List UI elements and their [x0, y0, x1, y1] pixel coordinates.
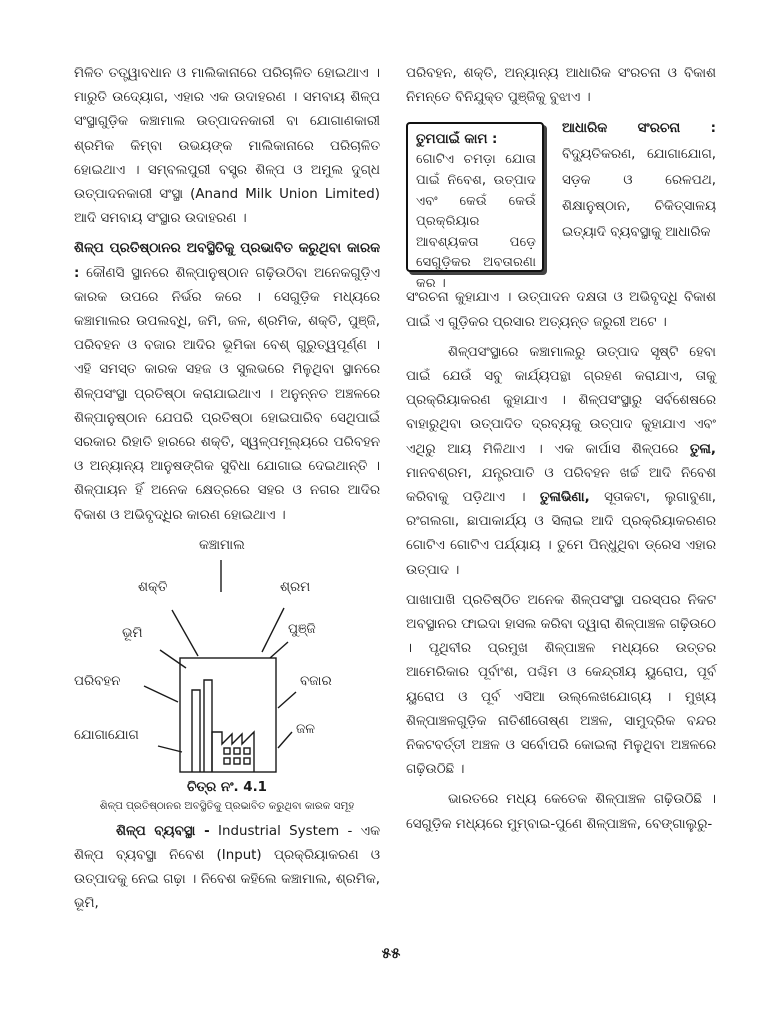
callout-row: [406, 116, 716, 291]
infrastructure-text: ବିଦ୍ୟୁତିକରଣ, ଯୋଗାଯୋଗ, ସଡ଼କ ଓ ରେଳପଥ, ଶିକ୍ଷାନୁଷ୍ଠାନ, ଚିକିତ୍ସାଳୟ ଇତ୍ୟାଦି ବ୍ୟବସ୍ଥାକୁ ଆଧାରିକ: [562, 147, 716, 241]
heading-industrial-system: ଶିଳ୍ପ ବ୍ୟବସ୍ଥା -: [116, 823, 210, 839]
industrial-system-text: Industrial System - ଏକ ଶିଳ୍ପ ବ୍ୟବସ୍ଥା ନିବେଶ (Input) ପ୍ରକ୍ରିୟାକରଣ ଓ ଉତ୍ପାଦକୁ ନେଇ ଗଢ଼ା । ନିବେଶ କହିଲେ କଞ୍ଚାମାଲ, ଶ୍ରମିକ, ଭୂମି,: [74, 823, 380, 912]
paragraph-infrastructure-cont: ସଂରଚନା କୁହାଯାଏ । ଉତ୍ପାଦନ ଦକ୍ଷତା ଓ ଅଭିବୃଦ୍ଧି ବିକାଶ ପାଇଁ ଏ ଗୁଡ଼ିକର ପ୍ରସାର ଅତ୍ୟନ୍ତ ଜରୁରୀ ଅଟେ ।: [406, 290, 716, 330]
processing-text-c: ସୂତାକଟା, ଲୁଗାବୁଣା, ରଂଗଲଗା, ଛାପାକାର୍ଯ୍ୟ ଓ ସିଲାଇ ଆଦି ପ୍ରକ୍ରିୟାକରଣର ଗୋଟିଏ ଗୋଟିଏ ପର୍ଯ୍ୟାୟ । ତୁମେ ପିନ୍ଧୁଥିବା ଡ୍ରେସ ଏହାର ଉତ୍ପାଦ ।: [406, 490, 717, 578]
page-number: ୫୫: [381, 944, 401, 962]
activity-callout-box: [406, 122, 544, 291]
infrastructure-aside: [562, 116, 716, 246]
label-transport: ପରିବହନ: [74, 673, 121, 689]
callout-body: ଗୋଟିଏ ଚମଡ଼ା ଯୋତା ପାଇଁ ନିବେଶ, ଉତ୍ପାଦ ଏବଂ କେଉଁ କେଉଁ ପ୍ରକ୍ରିୟାର ଆବଶ୍ୟକତା ପଡ଼େ ସେଗୁଡ଼ିକର ଅବତାରଣା କର ।: [416, 152, 536, 291]
right-column: [406, 62, 716, 837]
figure-caption: ଶିଳ୍ପ ପ୍ରତିଷ୍ଠାନର ଅବସ୍ଥିତିକୁ ପ୍ରଭାବିତ କରୁଥିବା କାରକ ସମୂହ: [99, 799, 355, 812]
label-capital: ପୁଞ୍ଜି: [288, 621, 316, 637]
bold-ginning: ତୁଳାଭିଣା,: [539, 490, 590, 506]
label-raw-material: କଞ୍ଚାମାଲ: [199, 537, 245, 553]
label-power: ଶକ୍ତି: [138, 579, 168, 595]
label-communication: ଯୋଗାଯୋଗ: [74, 727, 139, 743]
paragraph-processing: [406, 341, 716, 583]
figure-number: ଚିତ୍ର ନଂ. 4.1: [186, 779, 268, 795]
paragraph-industrial-regions: ପାଖାପାଖି ପ୍ରତିଷ୍ଠିତ ଅନେକ ଶିଳ୍ପସଂସ୍ଥା ପରସ୍ପର ନିକଟ ଅବସ୍ଥାନର ଫାଇଦା ହାସଲ କରିବା ଦ୍ୱାରା ଶିଳ୍ପାଞ୍ଚଳ ଗଢ଼ିଉଠେ । ପୃଥିବୀର ପ୍ରମୁଖ ଶିଳ୍ପାଞ୍ଚଳ ମଧ୍ୟରେ ଉତ୍ତର ଆମେରିକାର ପୂର୍ବାଂଶ, ପଶ୍ଚିମ ଓ କେନ୍ଦ୍ରୀୟ ୟୁରୋପ, ପୂର୍ବ ୟୁରୋପ ଓ ପୂର୍ବ ଏସିଆ ଉଲ୍ଲେଖଯୋଗ୍ୟ । ମୁଖ୍ୟ ଶିଳ୍ପାଞ୍ଚଳଗୁଡ଼ିକ ନାତିଶୀତୋଷ୍ଣ ଅଞ୍ଚଳ, ସାମୁଦ୍ରିକ ବନ୍ଦର ନିକଟବର୍ତ୍ତୀ ଅଞ୍ଚଳ ଓ ସର୍ବୋପରି କୋଇଲା ମିଳୁଥିବା ଅଞ୍ଚଳରେ ଗଢ଼ିଉଠିଛି ।: [406, 592, 716, 778]
paragraph-location-factors: [74, 237, 380, 527]
label-labour: ଶ୍ରମ: [280, 579, 311, 595]
processing-text-a: ଶିଳ୍ପସଂସ୍ଥାରେ କଞ୍ଚାମାଲରୁ ଉତ୍ପାଦ ସୃଷ୍ଟି ହେବା ପାଇଁ ଯେଉଁ ସବୁ କାର୍ଯ୍ୟପନ୍ଥା ଗ୍ରହଣ କରାଯାଏ, ତାକୁ ପ୍ରକ୍ରିୟାକରଣ କୁହାଯାଏ । ଶିଳ୍ପସଂସ୍ଥାରୁ ସର୍ବଶେଷରେ ବାହାରୁଥିବା ଉତ୍ପାଦିତ ଦ୍ରବ୍ୟକୁ ଉତ୍ପାଦ କୁହାଯାଏ ଏବଂ ଏଥିରୁ ଆୟ ମିଳିଥାଏ । ଏକ କାର୍ପାସ ଶିଳ୍ପରେ: [406, 344, 716, 457]
figure-location-factors: [74, 532, 380, 814]
label-land: ଭୂମି: [122, 625, 143, 641]
bold-cotton: ତୁଳା,: [689, 441, 716, 457]
factory-diagram: [74, 532, 380, 782]
location-factors-text: କୌଣସି ସ୍ଥାନରେ ଶିଳ୍ପାନୁଷ୍ଠାନ ଗଢ଼ିଉଠିବା ଅନେକଗୁଡ଼ିଏ କାରକ ଉପରେ ନିର୍ଭର କରେ । ସେଗୁଡ଼ିକ ମଧ୍ୟରେ କଞ୍ଚାମାଲର ଉପଲବ୍ଧି, ଜମି, ଜଳ, ଶ୍ରମିକ, ଶକ୍ତି, ପୁଞ୍ଜି, ପରିବହନ ଓ ବଜାର ଆଦିର ଭୂମିକା ବେଶ୍ ଗୁରୁତ୍ୱପୂର୍ଣ୍ଣ । ଏହି ସମସ୍ତ କାରକ ସହଜ ଓ ସୁଲଭରେ ମିଳୁଥିବା ସ୍ଥାନରେ ଶିଳ୍ପସଂସ୍ଥା ପ୍ରତିଷ୍ଠା କରାଯାଇଥାଏ । ଅନୁନ୍ନତ ଅଞ୍ଚଳରେ ଶିଳ୍ପାନୁଷ୍ଠାନ ଯେପରି ପ୍ରତିଷ୍ଠା ହୋଇପାରିବ ସେଥିପାଇଁ ସରକାର ରିହାତି ହାରରେ ଶକ୍ତି, ସ୍ୱଳ୍ପମୂଲ୍ୟରେ ପରିବହନ ଓ ଅନ୍ୟାନ୍ୟ ଆନୁଷଙ୍ଗିକ ସୁବିଧା ଯୋଗାଇ ଦେଇଥାନ୍ତି । ଶିଳ୍ପାୟନ ହିଁ ଅନେକ କ୍ଷେତ୍ରରେ ସହର ଓ ନଗର ଆଦିର ବିକାଶ ଓ ଅଭିବୃଦ୍ଧିର କାରଣ ହୋଇଥାଏ ।: [74, 265, 380, 523]
paragraph-india-regions: ଭାରତରେ ମଧ୍ୟ କେତେକ ଶିଳ୍ପାଞ୍ଚଳ ଗଢ଼ିଉଠିଛି । ସେଗୁଡ଼ିକ ମଧ୍ୟରେ ମୁମ୍ବାଇ-ପୁଣେ ଶିଳ୍ପାଞ୍ଚଳ, ବେଙ୍ଗାଲୁରୁ-: [406, 792, 716, 832]
heading-infrastructure: ଆଧାରିକ ସଂରଚନା :: [562, 121, 716, 137]
label-market: ବଜାର: [300, 673, 332, 689]
paragraph-industrial-system: [74, 820, 380, 917]
paragraph-ownership: ମିଳିତ ତତ୍ତ୍ୱାବଧାନ ଓ ମାଲିକାନାରେ ପରିଚାଳିତ ହୋଇଥାଏ । ମାରୁତି ଉଦ୍ୟୋଗ, ଏହାର ଏକ ଉଦାହରଣ । ସମବାୟ ଶିଳ୍ପ ସଂସ୍ଥାଗୁଡ଼ିକ କଞ୍ଚାମାଲ ଉତ୍ପାଦନକାରୀ ବା ଯୋଗାଣକାରୀ ଶ୍ରମିକ କିମ୍ବା ଉଭୟଙ୍କ ମାଲିକାନାରେ ପରିଚାଳିତ ହୋଇଥାଏ । ସମ୍ବଲପୁରୀ ବସ୍ତ୍ର ଶିଳ୍ପ ଓ ଅମୁଲ ଦୁଗ୍ଧ ଉତ୍ପାଦନକାରୀ ସଂସ୍ଥା (Anand Milk Union Limited) ଆଦି ସମବାୟ ସଂସ୍ଥାର ଉଦାହରଣ ।: [74, 66, 380, 227]
heading-location-factors: ଶିଳ୍ପ ପ୍ରତିଷ୍ଠାନର ଅବସ୍ଥିତିକୁ ପ୍ରଭାବିତ କରୁଥିବା କାରକ :: [74, 241, 380, 281]
processing-text-b: ମାନବଶ୍ରମ, ଯନ୍ତ୍ରପାତି ଓ ପରିବହନ ଖର୍ଚ୍ଚ ଆଦି ନିବେଶ କରିବାକୁ ପଡ଼ିଥାଏ ।: [406, 465, 716, 506]
callout-title: ତୁମପାଇଁ କାମ :: [416, 132, 498, 148]
paragraph-capital: ପରିବହନ, ଶକ୍ତି, ଅନ୍ୟାନ୍ୟ ଆଧାରିକ ସଂରଚନା ଓ ବିକାଶ ନିମନ୍ତେ ବିନିଯୁକ୍ତ ପୁଞ୍ଜିକୁ ବୁଝାଏ ।: [406, 66, 716, 106]
left-column: [74, 62, 380, 917]
label-water: ଜଳ: [296, 721, 315, 737]
